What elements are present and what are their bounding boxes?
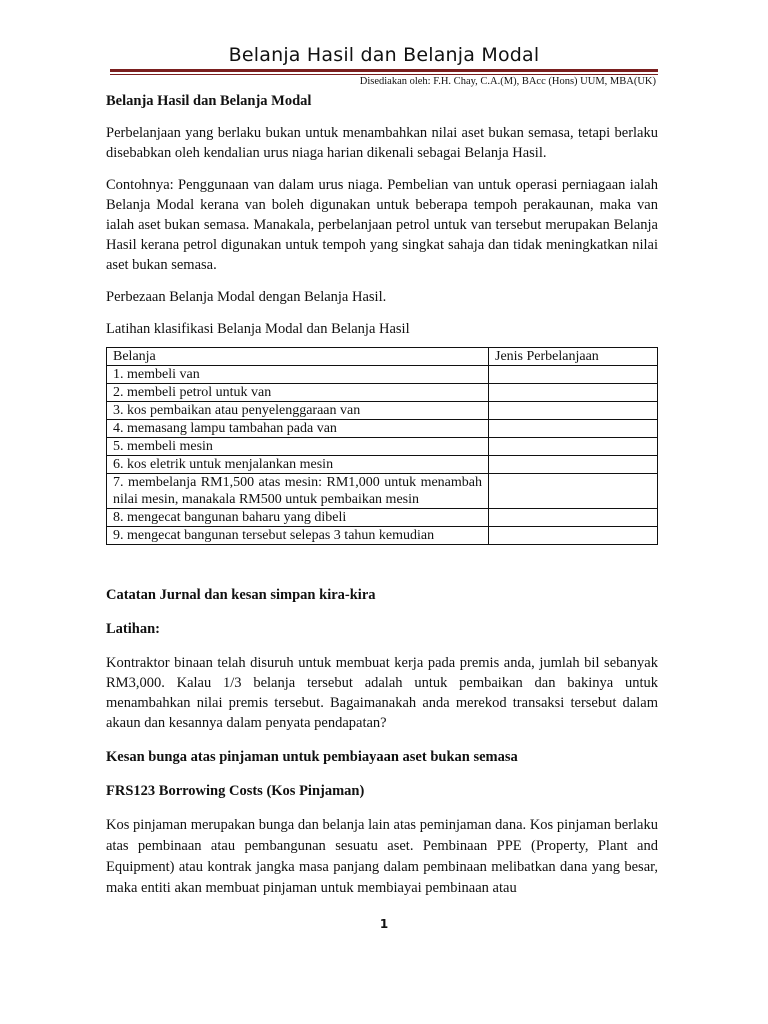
paragraph-definition: Perbelanjaan yang berlaku bukan untuk menambahkan nilai aset bukan semasa, tetapi berlaku disebabkan oleh kendalian urus niaga harian dikenali sebagai Belanja Hasil. bbox=[106, 125, 658, 161]
table-row bbox=[107, 366, 658, 384]
table-header-row bbox=[107, 348, 658, 366]
table-cell-answer bbox=[489, 456, 658, 474]
table-cell-item: 2. membeli petrol untuk van bbox=[107, 384, 489, 402]
table-row bbox=[107, 384, 658, 402]
paragraph-contractor: Kontraktor binaan telah disuruh untuk membuat kerja pada premis anda, jumlah bil sebanyak RM3,000. Kalau 1/3 belanja tersebut adalah untuk pembaikan dan bakinya untuk menambahkan nilai premis tersebut. Bagaimanakah anda merekod transaksi tersebut dalam akaun dan kesannya dalam penyata pendapatan? bbox=[106, 655, 658, 731]
table-header-belanja: Belanja bbox=[107, 348, 489, 366]
document-header-title: Belanja Hasil dan Belanja Modal bbox=[228, 44, 540, 66]
table-cell-answer bbox=[489, 509, 658, 527]
table-cell-item: 3. kos pembaikan atau penyelenggaraan van bbox=[107, 402, 489, 420]
table-cell-item: 4. memasang lampu tambahan pada van bbox=[107, 420, 489, 438]
page-number: 1 bbox=[379, 917, 389, 931]
table-row bbox=[107, 456, 658, 474]
table-row bbox=[107, 474, 658, 509]
paragraph-exercise-title: Latihan klasifikasi Belanja Modal dan Belanja Hasil bbox=[106, 321, 410, 337]
table-cell-answer bbox=[489, 438, 658, 456]
prepared-by: Disediakan oleh: F.H. Chay, C.A.(M), BAcc (Hons) UUM, MBA(UK) bbox=[359, 76, 656, 87]
table-header-jenis: Jenis Perbelanjaan bbox=[489, 348, 658, 366]
table-cell-answer bbox=[489, 366, 658, 384]
section-heading-journal: Catatan Jurnal dan kesan simpan kira-kira bbox=[106, 587, 376, 603]
table-cell-item: 8. mengecat bangunan baharu yang dibeli bbox=[107, 509, 489, 527]
header-rule-thin bbox=[110, 74, 658, 75]
table-row bbox=[107, 420, 658, 438]
subheading-latihan: Latihan: bbox=[106, 621, 160, 637]
table-row bbox=[107, 527, 658, 545]
paragraph-borrowing-costs: Kos pinjaman merupakan bunga dan belanja lain atas peminjaman dana. Kos pinjaman berlaku atas pembinaan atau pembangunan sesuatu aset. Pembinaan PPE (Property, Plant and Equipment) atau kontrak jangka masa panjang dalam pembinaan melibatkan dana yang besar, maka entiti akan membuat pinjaman untuk membiayai pembinaan atau bbox=[106, 817, 658, 896]
table-cell-answer bbox=[489, 384, 658, 402]
table-cell-item: 6. kos eletrik untuk menjalankan mesin bbox=[107, 456, 489, 474]
section-heading-belanja: Belanja Hasil dan Belanja Modal bbox=[106, 93, 312, 109]
table-cell-item: 7. membelanja RM1,500 atas mesin: RM1,000 untuk menambah nilai mesin, manakala RM500 untuk pembaikan mesin bbox=[107, 474, 489, 509]
table-row bbox=[107, 402, 658, 420]
table-cell-answer bbox=[489, 474, 658, 509]
subheading-frs123: FRS123 Borrowing Costs (Kos Pinjaman) bbox=[106, 783, 365, 799]
paragraph-difference: Perbezaan Belanja Modal dengan Belanja Hasil. bbox=[106, 289, 387, 305]
table-cell-item: 5. membeli mesin bbox=[107, 438, 489, 456]
header-rule-thick bbox=[110, 69, 658, 72]
table-cell-item: 1. membeli van bbox=[107, 366, 489, 384]
document-body bbox=[106, 91, 658, 911]
table-cell-item: 9. mengecat bangunan tersebut selepas 3 tahun kemudian bbox=[107, 527, 489, 545]
table-row bbox=[107, 438, 658, 456]
table-cell-answer bbox=[489, 402, 658, 420]
classification-table bbox=[106, 347, 658, 545]
table-row bbox=[107, 509, 658, 527]
table-cell-answer bbox=[489, 420, 658, 438]
table-cell-answer bbox=[489, 527, 658, 545]
paragraph-example: Contohnya: Penggunaan van dalam urus niaga. Pembelian van untuk operasi perniagaan ialah Belanja Modal kerana van boleh digunakan untuk beberapa tempoh perakaunan, maka van ialah aset bukan semasa. Manakala, perbelanjaan petrol untuk van tersebut merupakan Belanja Hasil kerana petrol digunakan untuk tempoh yang singkat sahaja dan tidak meningkatkan nilai aset bukan semasa. bbox=[106, 177, 658, 273]
section-heading-interest: Kesan bunga atas pinjaman untuk pembiayaan aset bukan semasa bbox=[106, 749, 518, 765]
